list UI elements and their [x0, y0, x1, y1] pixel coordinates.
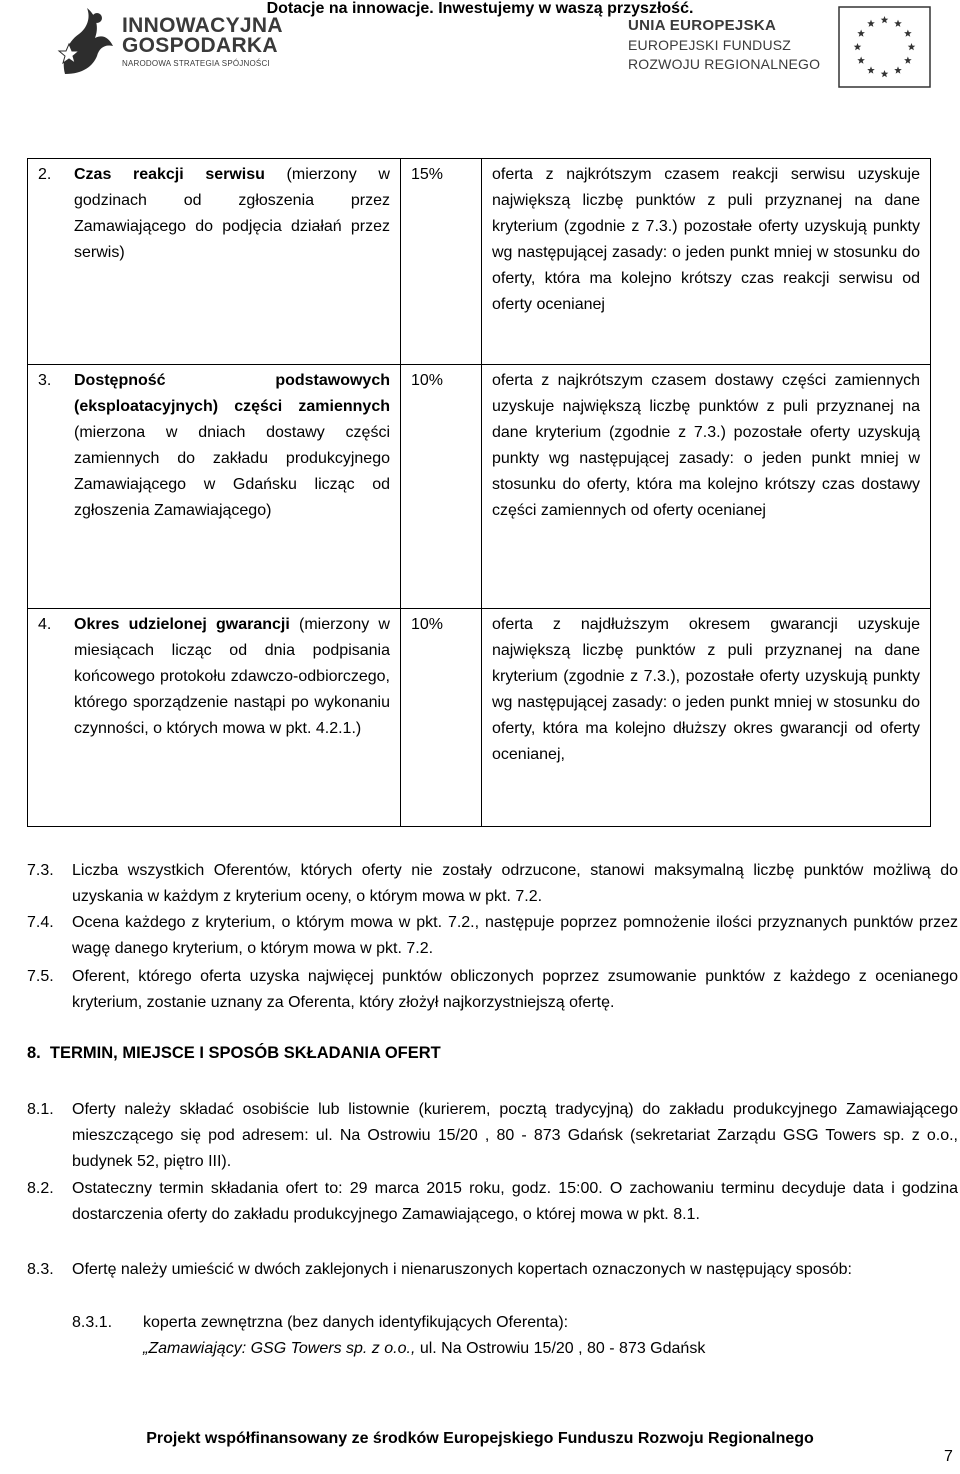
subpoint-text: koperta zewnętrzna (bez danych identyfikujących Oferenta): — [143, 1314, 569, 1331]
weight-cell: 10% — [401, 609, 482, 827]
table-row — [28, 609, 931, 827]
point-text: Ostateczny termin składania ofert to: 29 marca 2015 roku, godz. 15:00. O zachowaniu terminu decyduje data i godzina dostarczenia oferty do zakładu produkcyjnego Zamawiającego, o której mowa w pkt. 8.1. — [72, 1180, 958, 1223]
criterion-number: 3. — [38, 372, 52, 389]
criterion-name: Czas reakcji serwisu — [74, 166, 265, 183]
address-italic: „Zamawiający: GSG Towers sp. z o.o., — [143, 1340, 416, 1357]
point-number: 7.3. — [27, 862, 54, 879]
logo-line-1: INNOWACYJNA — [122, 14, 283, 37]
address-line — [143, 1336, 943, 1362]
point-text: Liczba wszystkich Oferentów, których oferty nie zostały odrzucone, stanowi maksymalną liczbę punktów możliwą do uzyskania w każdym z kryterium oceny, o którym mowa w pkt. 7.2. — [72, 862, 958, 905]
weight-cell: 15% — [401, 159, 482, 365]
table-row — [28, 159, 931, 365]
page-number: 7 — [944, 1448, 953, 1465]
footer-text: Projekt współfinansowany ze środków Europejskiego Funduszu Rozwoju Regionalnego — [146, 1430, 814, 1447]
criterion-detail: (mierzona w dniach dostawy części zamiennych do zakładu produkcyjnego Zamawiającego w Gdańsku licząc od zgłoszenia Zamawiającego) — [74, 424, 390, 519]
criterion-name: Dostępność podstawowych (eksploatacyjnych) części zamiennych — [74, 372, 390, 415]
criterion-number: 2. — [38, 166, 52, 183]
criterion-text — [74, 162, 390, 266]
point-number: 8.3. — [27, 1261, 54, 1278]
point-number: 7.5. — [27, 968, 54, 985]
criterion-text — [74, 612, 390, 742]
eu-line-3: ROZWOJU REGIONALNEGO — [628, 56, 821, 72]
criterion-name: Okres udzielonej gwarancji — [74, 616, 290, 633]
criterion-detail: (mierzony w godzinach od zgłoszenia przez Zamawiającego do podjęcia działań przez serwis) — [74, 166, 390, 261]
innowacyjna-gospodarka-logo-icon — [57, 4, 121, 84]
point-text: Oferty należy składać osobiście lub listownie (kurierem, pocztą tradycyjną) do zakładu produkcyjnego Zamawiającego mieszczącego się pod adresem: ul. Na Ostrowiu 15/20 , 80 - 873 Gdańsk (sekretariat Zarządu GSG Towers sp. z o.o., budynek 52, piętro III). — [72, 1101, 958, 1170]
eu-line-2: EUROPEJSKI FUNDUSZ — [628, 37, 792, 53]
criterion-detail: (mierzony w miesiącach licząc od dnia podpisania końcowego protokołu zdawczo-odbiorczego, którego sporządzenie nastąpi po wykonaniu czynności, o których mowa w pkt. 4.2.1.) — [74, 616, 390, 737]
criteria-table — [27, 158, 931, 827]
description-cell: oferta z najkrótszym czasem dostawy części zamiennych uzyskuje największą liczbę punktów z puli przyznanej na dane kryterium (zgodnie z 7.3.) pozostałe oferty uzyskują punkty wg następującej zasady: o jeden punkt mniej w stosunku do oferty, która ma kolejno krótszy czas dostawy części zamiennych od oferty ocenianej — [482, 365, 931, 609]
point-text: Ocena każdego z kryterium, o którym mowa w pkt. 7.2., następuje poprzez pomnożenie ilości przyznanych punktów przez wagę danego kryterium, o którym mowa w pkt. 7.2. — [72, 914, 958, 957]
description-cell: oferta z najkrótszym czasem reakcji serwisu uzyskuje największą liczbę punktów z puli przyznanej na dane kryterium (zgodnie z 7.3.) pozostałe oferty uzyskują punkty wg następującej zasady: o jeden punkt mniej w stosunku do oferty, która ma kolejno krótszy czas reakcji serwisu od oferty ocenianej — [482, 159, 931, 365]
innowacyjna-logo-title — [122, 16, 283, 56]
point-number: 8.2. — [27, 1180, 54, 1197]
criterion-cell — [28, 609, 401, 827]
point-text: Ofertę należy umieścić w dwóch zaklejonych i nienaruszonych kopertach oznaczonych w następujący sposób: — [72, 1261, 852, 1278]
section-heading: 8. TERMIN, MIEJSCE I SPOSÓB SKŁADANIA OFERT — [27, 1044, 441, 1062]
logo-subtitle: NARODOWA STRATEGIA SPÓJNOŚCI — [122, 59, 270, 68]
criterion-cell — [28, 159, 401, 365]
criterion-number: 4. — [38, 616, 52, 633]
table-row — [28, 365, 931, 609]
subpoint-number: 8.3.1. — [72, 1314, 113, 1331]
eu-flag-icon — [838, 6, 931, 88]
eu-logo-subtitle — [628, 36, 820, 74]
weight-cell: 10% — [401, 365, 482, 609]
eu-logo-title: UNIA EUROPEJSKA — [628, 17, 777, 34]
point-number: 7.4. — [27, 914, 54, 931]
logo-line-2: GOSPODARKA — [122, 34, 278, 57]
address-rest: ul. Na Ostrowiu 15/20 , 80 - 873 Gdańsk — [415, 1340, 706, 1357]
description-cell: oferta z najdłuższym okresem gwarancji uzyskuje największą liczbę punktów z puli przyznanej na dane kryterium (zgodnie z 7.3.), pozostałe oferty uzyskują punkty wg następującej zasady: o jeden punkt mniej w stosunku do oferty, która ma kolejno dłuższy okres gwarancji od oferty ocenianej, — [482, 609, 931, 827]
point-number: 8.1. — [27, 1101, 54, 1118]
criterion-cell — [28, 365, 401, 609]
point-text: Oferent, którego oferta uzyska najwięcej punktów obliczonych poprzez zsumowanie punktów z każdego z ocenianego kryterium, zostanie uznany za Oferenta, który złożył najkorzystniejszą ofertę. — [72, 968, 958, 1011]
criterion-text — [74, 368, 390, 524]
tagline: Dotacje na innowacje. Inwestujemy w waszą przyszłość. — [266, 0, 694, 17]
